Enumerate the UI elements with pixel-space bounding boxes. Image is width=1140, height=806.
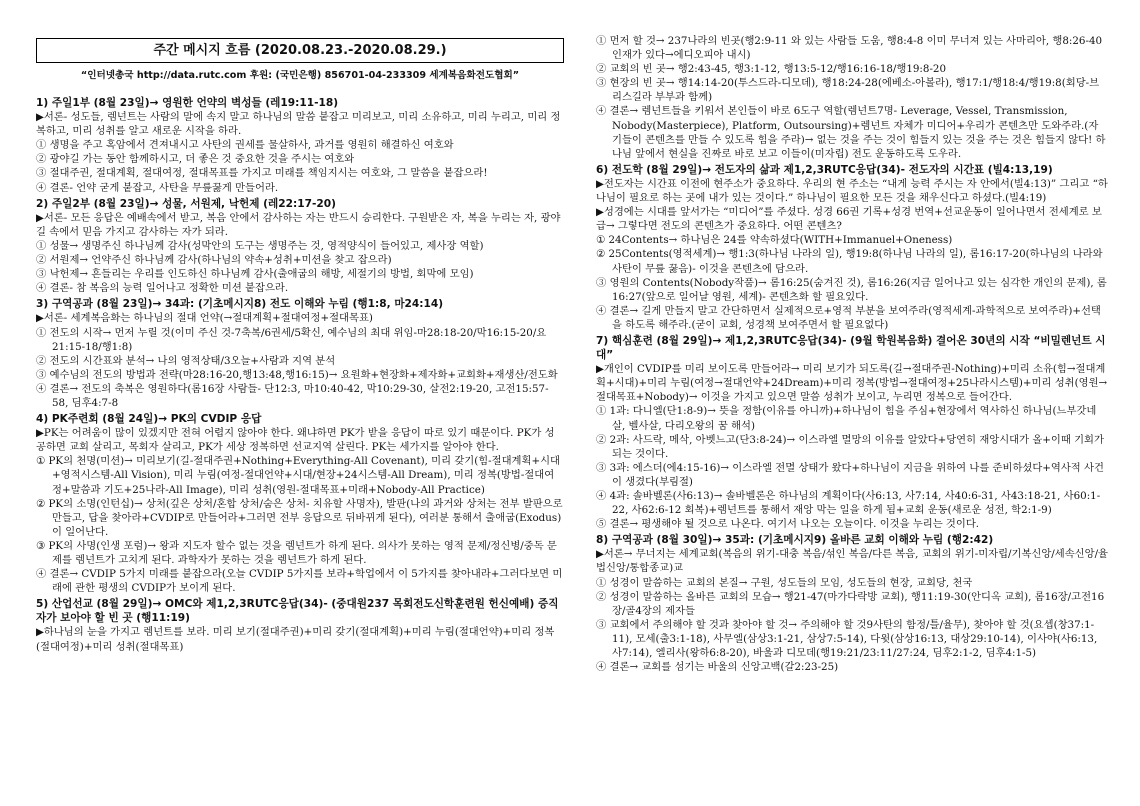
- section-item: ① PK의 천명(미션)→ 미리보기(길-절대주권+Nothing+Everything-All Covenant), 미리 갖기(힘-절대계획+시대+영적시스템-All Vision), 미리 누림(여정-절대언약+시대/현장+24시스템-All Dream), 미리 정복(방법-절대여정+말씀과 기도+25나라-All Image), 미리 성취(영원-절대목표+미래+Nobody-All Practice): [36, 455, 560, 496]
- section-title: 6) 전도학 (8월 29일)→ 전도자의 삶과 제1,2,3RUTC응답(34)- 전도자의 시간표 (빌4:13,19): [596, 163, 1053, 176]
- section-item: ③ 절대주권, 절대계획, 절대여정, 절대목표를 가지고 미래를 책임지시는 여호와, 그 말씀을 붙잡으라!: [36, 167, 488, 180]
- section-title: 3) 구역공과 (8월 23일)→ 34과: (기초메시지8) 전도 이해와 누림 (행1:8, 마24:14): [36, 298, 444, 311]
- page-subtitle: “인터넷총국 http://data.rutc.com 후원: (국민은행) 856701-04-233309 세계복음화전도협회”: [80, 70, 520, 81]
- section-item: ① 전도의 시작→ 먼저 누릴 것(이미 주신 것-7축복/6권세/5확신, 예수님의 최대 위임-마28:18-20/막16:15-20/요21:15-18/행1:8): [36, 326, 547, 353]
- section-item: ③ 3과: 에스더(에4:15-16)→ 이스라엘 전멸 상태가 왔다+하나님이 지금을 위하여 나를 준비하셨다+역사적 사건이 생겼다(부림절): [596, 461, 1104, 488]
- section: [596, 334, 1108, 531]
- section-item: ① 24Contents→ 하나님은 24를 약속하셨다(WITH+Immanuel+Oneness): [596, 234, 953, 247]
- section-title: 2) 주일2부 (8월 23일)→ 성물, 서원제, 낙헌제 (레22:17-20): [36, 197, 336, 210]
- section: [36, 597, 564, 653]
- section-item: ④ 결론- 참 복음의 능력 일어나고 정확한 미션 붙잡으라.: [36, 282, 289, 295]
- section: [36, 197, 564, 296]
- section: [596, 34, 1108, 161]
- section-item: ④ 4과: 솔바벨론(사6:13)→ 솔바벨론은 하나님의 계획이다(사6:13, 사7:14, 사40:6-31, 사43:18-21, 사60:1-22, 사62:6-12 회복)+렘넌트를 통해서 재앙 막는 일을 하게 됨+교회 운동(새로운 성전, 학2:1-9): [596, 490, 1101, 517]
- section: [596, 163, 1108, 332]
- section-item: ③ 교회에서 주의해야 할 것과 찾아야 할 것→ 주의해야 할 것9사탄의 함정/틀/율무), 찾아야 할 것(요셉(창37:1-11), 모세(출3:1-18), 사무엘(삼상3:1-21, 삼상7:5-14), 다윗(삼상16:13, 대상29:10-14), 이사야(사6:13, 사7:14), 엘리사(왕하6:8-20), 바울과 디모데(행19:21/23:11/27:24, 딤후2:1-2, 딤후4:1-5): [596, 618, 1098, 660]
- right-column: [596, 34, 1108, 676]
- section-item: ④ 결론- 언약 굳게 붙잡고, 사탄을 무릎꿇게 만들어라.: [36, 181, 279, 194]
- section-title: 7) 핵심훈련 (8월 29일)→ 제1,2,3RUTC응답(34)- (9월 학원복음화) 결어온 30년의 시작 “비밀렌넌트 시대”: [596, 334, 1106, 362]
- section-item: ③ PK의 사명(인생 포럼)→ 왕과 지도자 할수 없는 것을 렘넌트가 하게 된다. 의사가 못하는 영적 문제/정신병/중독 문제를 렘넌트가 고치게 된다. 과학자가 못하는 것을 렘넌트가 하게 된다.: [36, 539, 557, 566]
- section-title: 8) 구역공과 (8월 30일)→ 35과: (기초메시지9) 올바른 교회 이해와 누림 (행2:42): [596, 534, 994, 547]
- section-item: ④ 결론→ 교회를 섬기는 바울의 신앙고백(갈2:23-25): [596, 661, 839, 674]
- section-item: ② 성경이 말씀하는 올바른 교회의 모습→ 행21-47(마가다락방 교회), 행11:19-30(안디옥 교회), 롬16장/고전16장/골4장의 제자들: [596, 590, 1105, 617]
- section: [36, 297, 564, 410]
- section-item: ⑤ 결론→ 평생해야 될 것으로 나온다. 여기서 나오는 오늘이다. 이것을 누리는 것이다.: [596, 518, 980, 531]
- section-item: ② 서원제→ 언약주신 하나님께 감사(하나님의 약속+성취+미션을 찾고 잡으라): [36, 254, 392, 267]
- section-item: ① 성물→ 생명주신 하나님께 감사(성막안의 도구는 생명주는 것, 영적양식이 들어있고, 제사장 역할): [36, 239, 484, 252]
- section: [596, 533, 1108, 674]
- section-intro: ▶서론→ 무너지는 세계교회(복음의 위기-대충 복음/섞인 복음/다른 복음, 교회의 위기-미자립/기복신앙/세속신앙/율법신앙/통합종교)교: [596, 548, 1108, 575]
- section: [36, 96, 564, 195]
- section-item: ① 성경이 말씀하는 교회의 본질→ 구원, 성도들의 모임, 성도들의 현장, 교회당, 천국: [596, 576, 973, 589]
- section-item: ① 생명을 주고 혹암에서 견져내시고 사탄의 권세를 물살하사, 과거를 영원히 해결하신 여호와: [36, 139, 454, 152]
- section-intro: ▶서론- 세계복음화는 하나님의 절대 언약(→절대계획+절대여정+절대목표): [36, 312, 373, 325]
- section-item: ③ 낙헌제→ 흔들리는 우리를 인도하신 하나님께 감사(출애굽의 해방, 세절기의 방법, 회막에 모임): [36, 268, 474, 281]
- section-intro: ▶서론- 모든 응답은 예배속에서 받고, 복음 안에서 감사하는 자는 반드시 승리한다. 구원받은 자, 복을 누리는 자, 광야길 속에서 믿음 가지고 감사하는 자가 되라.: [36, 211, 561, 238]
- page-title: 주간 메시지 흐름 (2020.08.23.-2020.08.29.): [36, 38, 564, 63]
- section: [36, 412, 564, 595]
- section-title: 5) 산업선교 (8월 29일)→ OMC와 제1,2,3RUTC응답(34)- (중대원237 목회전도신학훈련원 헌신예배) 증직자가 보아야 할 빈 곳 (행11:19): [36, 598, 559, 625]
- section-item: ① 1과: 다니엘(단1:8-9)→ 뜻을 정함(이유를 아니까)+하나님이 힘을 주심+현장에서 역사하신 하나님(느부갓네살, 벨사살, 다리오왕의 꿈 해석): [596, 405, 1097, 432]
- section-item: ② 교회의 빈 곳→ 행2:43-45, 행3:1-12, 행13:5-12/행16:16-18/행19:8-20: [596, 63, 947, 76]
- section-item: ② 전도의 시간표와 분석→ 나의 영적상태/3오늘+사람과 지역 분석: [36, 354, 336, 367]
- section-item: ④ 결론→ 렘넌트들을 키워서 본인들이 바로 6도구 역할(렘넌트7명- Leverage, Vessel, Transmission, Nobody(Masterpiece), Platform, Outsoursing)+렘넌트 자체가 미디어+우리가 콘텐츠만 도와주라.(자기들이 콘텐츠를 만들 수 있도록 힘을 주라)→ 없는 것을 주는 것이 힘들지 있는 것을 주는 것은 힘들지 않다! 하나님 앞에서 현실을 진짜로 바로 보고 이들이(미자립) 전도 운동하도록 도우라.: [596, 105, 1106, 160]
- section-item: ④ 결론→ 전도의 축복은 영원하다(롬16장 사람들- 단12:3, 마10:40-42, 막10:29-30, 살전2:19-20, 고전15:57-58, 딤후4:7-8: [36, 382, 549, 409]
- section-item: ② PK의 소명(인턴십)→ 상처(깊은 상처/혼합 상처/숨은 상처- 치유할 사명자), 발판(나의 과거와 상처는 전부 발판으로 만들고, 답을 찾아라+CVDIP로 만들어라+그러면 전부 응답으로 뒤바뀌게 된다), 여러분 통해서 출애굽(Exodus)이 일어난다.: [36, 497, 563, 538]
- section-item: ① 먼저 할 것→ 237나라의 빈곳(행2:9-11 와 있는 사람들 도움, 행8:4-8 이미 무너져 있는 사마리아, 행8:26-40 인재가 있다→에디오피아 내시): [596, 35, 1103, 62]
- section-intro: ▶개인이 CVDIP를 미리 보이도록 만들어라→ 미리 보기가 되도록(길→절대주권-Nothing)+미리 소유(힘→절대계획+시대)+미리 누림(여정→절대언약+24Dream)+미리 정복(방법→절대여정+25나라시스템)+미리 성취(영원→절대목표+Nobody)→ 이것을 가지고 있으면 말씀 성취가 보이고, 누리면 정복으로 들어간다.: [596, 363, 1108, 404]
- section-item: ③ 영원의 Contents(Nobody작품)→ 롬16:25(숨겨진 것), 롬16:26(지금 일어나고 있는 심각한 개인의 문제), 롬16:27(앞으로 일어날 영원, 세계)- 콘텐츠화 할 필요있다.: [596, 276, 1107, 303]
- section-item: ③ 예수님의 전도의 방법과 전략(마28:16-20,행13:48,행16:15)→ 요원화+현장화+제자화+교회화+재생산/전도화: [36, 368, 558, 381]
- section-title: 1) 주일1부 (8월 23일)→ 영원한 언약의 벽성들 (레19:11-18): [36, 97, 339, 109]
- section-item: ③ 현장의 빈 곳→ 행14:14-20(투스드라-디모데), 행18:24-28(에베소-아볼라), 행17:1/행18:4/행19:8(회당-브리스길라 부부과 함께): [596, 77, 1100, 104]
- section-item: ④ 결론→ 길게 만들지 말고 간단하면서 실제적으로+영적 부분을 보여주라(영적세계-과학적으로 보여주라)+선택을 하도록 해주라.(굳이 교회, 성경책 보여주면서 할 필요없다): [596, 304, 1101, 331]
- section-item: ④ 결론→ CVDIP 5가지 미래를 붙잡으라(오늘 CVDIP 5가지를 보라+학업에서 이 5가지를 찾아내라+그러다보면 미래에 관한 평생의 CVDIP가 보이게 된다.: [36, 568, 563, 595]
- left-column: [36, 96, 564, 656]
- section-title: 4) PK주련회 (8월 24일)→ PK의 CVDIP 응답: [36, 413, 262, 426]
- section-intro: ▶성경에는 시대를 앞서가는 “미디어”를 주셨다. 성경 66권 기록+성경 번역+선교운동이 일어나면서 전세계로 보급→ 그렇다면 전도의 콘텐츠가 중요하다. 어떤 콘텐츠?: [596, 206, 1102, 233]
- section-item: ② 2과: 사드락, 메삭, 아벳느고(단3:8-24)→ 이스라엘 멸망의 이유를 알았다+당연히 재앙시대가 올+이때 기회가 되는 것이다.: [596, 433, 1104, 460]
- section-intro: ▶PK는 어려움이 많이 있겠지만 전혀 어렵지 않아야 한다. 왜냐하면 PK가 받을 응답이 따로 있기 때문이다. PK가 성공하면 교회 살리고, 목회자 살리고, PK가 세상 정복하면 선교지역 살린다. PK는 세가지를 알아야 한다.: [36, 427, 555, 454]
- section-item: ② 25Contents(영적세계)→ 행1:3(하나님 나라의 일), 행19:8(하나님 나라의 일), 롬16:17-20(하나님의 나라와 사탄이 무릎 꿇음)- 이것을 콘텐츠에 담으라.: [596, 248, 1103, 275]
- section-intro: ▶전도자는 시간표 이전에 현주소가 중요하다. 우리의 현 주소는 “내게 능력 주시는 자 안에서(빌4:13)” 그리고 “하나님이 필요로 하는 곳에 내가 있는 것이다.” 하나님이 필요한 모든 것을 채우신다고 하셨다.(빌4:19): [596, 177, 1108, 205]
- section-intro: ▶서론- 성도들, 렘넌트는 사람의 말에 속지 말고 하나님의 말씀 붙잡고 미리보고, 미리 소유하고, 미리 누리고, 미리 정복하고, 미리 성취를 알고 새로운 시작을 하라.: [36, 111, 561, 138]
- section-item: ② 광야길 가는 동안 함께하시고, 더 좋은 것 중요한 것을 주시는 여호와: [36, 153, 355, 166]
- section-intro: ▶하나님의 눈을 가지고 렘넌트를 보라. 미리 보기(절대주권)+미리 갖기(절대계획)+미리 누림(절대언약)+미리 정복(절대여정)+미리 성취(절대목표): [36, 626, 555, 653]
